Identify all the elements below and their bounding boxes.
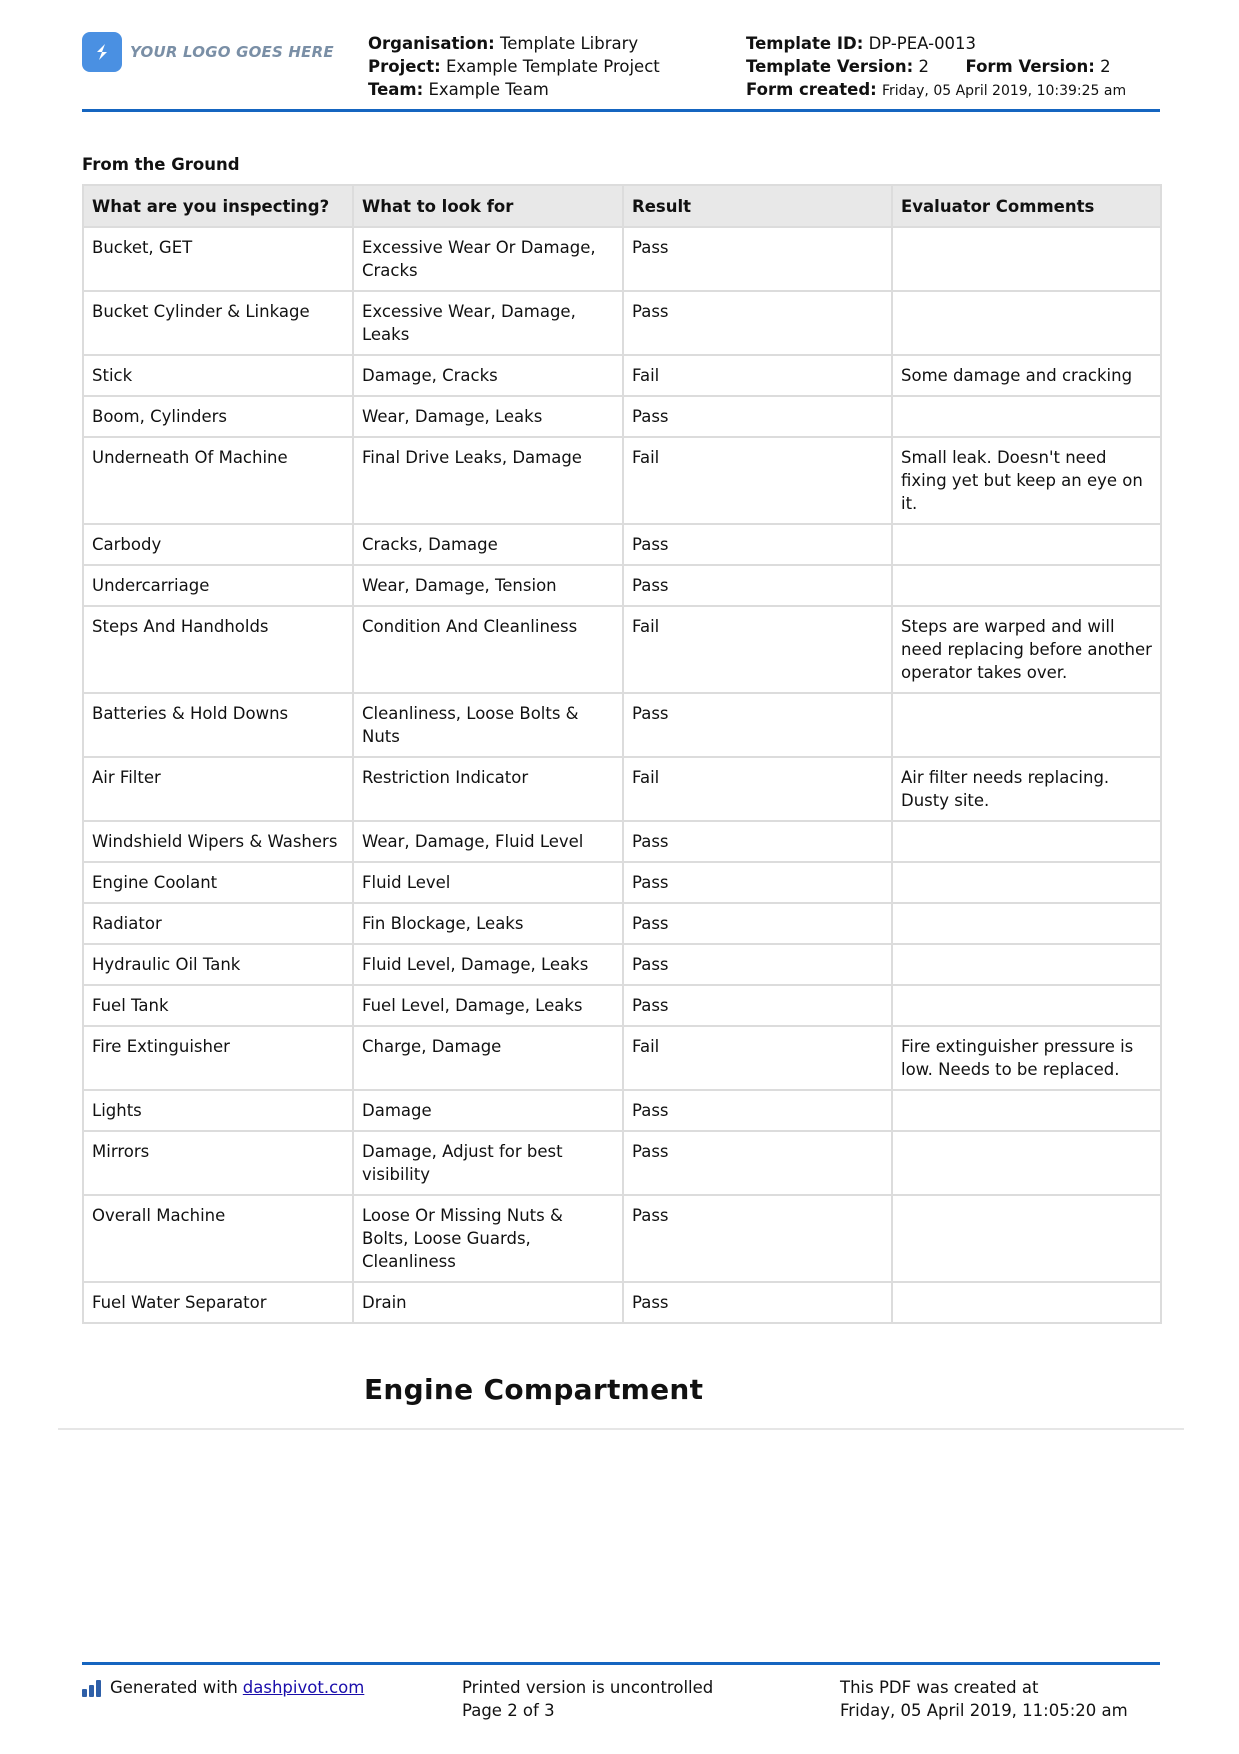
table-row (83, 821, 1161, 862)
cell-look-for: Damage (353, 1090, 623, 1131)
column-header-inspecting: What are you inspecting? (83, 185, 353, 227)
logo-s-icon (82, 32, 122, 72)
cell-comments (892, 565, 1161, 606)
cell-result: Pass (623, 985, 892, 1026)
cell-look-for: Wear, Damage, Tension (353, 565, 623, 606)
column-header-look-for: What to look for (353, 185, 623, 227)
cell-result: Pass (623, 524, 892, 565)
cell-comments (892, 396, 1161, 437)
table-row (83, 565, 1161, 606)
header-org-column (368, 32, 660, 101)
organisation-line (368, 32, 660, 55)
template-version-label: Template Version: (746, 57, 914, 76)
column-header-comments: Evaluator Comments (892, 185, 1161, 227)
cell-look-for: Fluid Level, Damage, Leaks (353, 944, 623, 985)
section-divider (58, 1428, 1184, 1430)
cell-result: Pass (623, 1090, 892, 1131)
project-value: Example Template Project (445, 57, 660, 76)
cell-result: Pass (623, 944, 892, 985)
cell-inspecting: Fuel Tank (83, 985, 353, 1026)
page-number: Page 2 of 3 (462, 1701, 555, 1720)
footer-divider (82, 1662, 1160, 1665)
table-row (83, 1282, 1161, 1323)
cell-inspecting: Fire Extinguisher (83, 1026, 353, 1090)
team-line (368, 78, 660, 101)
table-row (83, 757, 1161, 821)
header-template-column (746, 32, 1126, 103)
column-header-result: Result (623, 185, 892, 227)
organisation-value: Template Library (499, 34, 639, 53)
cell-look-for: Restriction Indicator (353, 757, 623, 821)
table-row (83, 291, 1161, 355)
cell-inspecting: Stick (83, 355, 353, 396)
cell-result: Pass (623, 903, 892, 944)
cell-inspecting: Undercarriage (83, 565, 353, 606)
logo (82, 32, 334, 72)
cell-comments (892, 821, 1161, 862)
organisation-label: Organisation: (368, 34, 495, 53)
project-label: Project: (368, 57, 441, 76)
cell-look-for: Excessive Wear, Damage, Leaks (353, 291, 623, 355)
cell-inspecting: Windshield Wipers & Washers (83, 821, 353, 862)
generated-prefix: Generated with (110, 1678, 238, 1697)
cell-comments (892, 1282, 1161, 1323)
cell-comments (892, 291, 1161, 355)
form-created-label: Form created: (746, 80, 877, 99)
cell-look-for: Final Drive Leaks, Damage (353, 437, 623, 524)
table-row (83, 944, 1161, 985)
form-created-value: Friday, 05 April 2019, 10:39:25 am (882, 83, 1127, 99)
table-header-row (83, 185, 1161, 227)
cell-result: Pass (623, 291, 892, 355)
cell-result: Pass (623, 1282, 892, 1323)
cell-inspecting: Steps And Handholds (83, 606, 353, 693)
created-value: Friday, 05 April 2019, 11:05:20 am (840, 1701, 1128, 1720)
footer-page-info (462, 1676, 713, 1722)
cell-result: Fail (623, 355, 892, 396)
cell-comments: Air filter needs replacing. Dusty site. (892, 757, 1161, 821)
cell-result: Pass (623, 821, 892, 862)
cell-comments: Some damage and cracking (892, 355, 1161, 396)
team-value: Example Team (428, 80, 549, 99)
cell-result: Pass (623, 862, 892, 903)
cell-look-for: Fluid Level (353, 862, 623, 903)
section-title: From the Ground (82, 155, 240, 174)
cell-result: Pass (623, 693, 892, 757)
version-line (746, 55, 1126, 78)
uncontrolled-note: Printed version is uncontrolled (462, 1678, 714, 1697)
created-prefix: This PDF was created at (840, 1678, 1039, 1697)
table-row (83, 1026, 1161, 1090)
template-id-value: DP-PEA-0013 (868, 34, 977, 53)
logo-text: YOUR LOGO GOES HERE (130, 43, 334, 61)
bar-chart-icon (82, 1679, 101, 1697)
cell-result: Fail (623, 1026, 892, 1090)
cell-result: Fail (623, 437, 892, 524)
cell-inspecting: Bucket, GET (83, 227, 353, 291)
cell-comments (892, 227, 1161, 291)
cell-comments (892, 944, 1161, 985)
table-row (83, 903, 1161, 944)
cell-result: Pass (623, 1131, 892, 1195)
cell-look-for: Damage, Adjust for best visibility (353, 1131, 623, 1195)
cell-comments (892, 1090, 1161, 1131)
cell-result: Pass (623, 396, 892, 437)
template-id-label: Template ID: (746, 34, 864, 53)
template-id-line (746, 32, 1126, 55)
cell-inspecting: Carbody (83, 524, 353, 565)
header-divider (82, 109, 1160, 112)
cell-look-for: Fin Blockage, Leaks (353, 903, 623, 944)
cell-inspecting: Fuel Water Separator (83, 1282, 353, 1323)
dashpivot-link[interactable]: dashpivot.com (242, 1678, 365, 1697)
inspection-table (82, 184, 1162, 1324)
cell-inspecting: Overall Machine (83, 1195, 353, 1282)
cell-result: Fail (623, 606, 892, 693)
cell-comments: Small leak. Doesn't need fixing yet but keep an eye on it. (892, 437, 1161, 524)
cell-inspecting: Mirrors (83, 1131, 353, 1195)
next-section-title: Engine Compartment (364, 1373, 704, 1406)
team-label: Team: (368, 80, 424, 99)
table-row (83, 693, 1161, 757)
cell-inspecting: Lights (83, 1090, 353, 1131)
table-row (83, 985, 1161, 1026)
cell-look-for: Cleanliness, Loose Bolts & Nuts (353, 693, 623, 757)
cell-inspecting: Underneath Of Machine (83, 437, 353, 524)
table-row (83, 862, 1161, 903)
cell-result: Pass (623, 227, 892, 291)
cell-inspecting: Bucket Cylinder & Linkage (83, 291, 353, 355)
cell-comments (892, 524, 1161, 565)
cell-result: Pass (623, 1195, 892, 1282)
table-row (83, 437, 1161, 524)
table-row (83, 606, 1161, 693)
cell-look-for: Wear, Damage, Fluid Level (353, 821, 623, 862)
table-row (83, 227, 1161, 291)
page-header (82, 30, 1160, 112)
footer-generated (82, 1676, 364, 1699)
cell-comments (892, 903, 1161, 944)
form-created-line (746, 78, 1126, 103)
cell-comments (892, 862, 1161, 903)
cell-look-for: Charge, Damage (353, 1026, 623, 1090)
cell-look-for: Fuel Level, Damage, Leaks (353, 985, 623, 1026)
table-row (83, 1090, 1161, 1131)
cell-inspecting: Air Filter (83, 757, 353, 821)
cell-comments (892, 1131, 1161, 1195)
cell-inspecting: Radiator (83, 903, 353, 944)
cell-comments: Steps are warped and will need replacing before another operator takes over. (892, 606, 1161, 693)
cell-look-for: Condition And Cleanliness (353, 606, 623, 693)
cell-look-for: Excessive Wear Or Damage, Cracks (353, 227, 623, 291)
cell-look-for: Damage, Cracks (353, 355, 623, 396)
cell-result: Fail (623, 757, 892, 821)
cell-look-for: Cracks, Damage (353, 524, 623, 565)
table-row (83, 524, 1161, 565)
cell-comments (892, 985, 1161, 1026)
cell-look-for: Loose Or Missing Nuts & Bolts, Loose Guards, Cleanliness (353, 1195, 623, 1282)
table-row (83, 1131, 1161, 1195)
cell-inspecting: Boom, Cylinders (83, 396, 353, 437)
cell-inspecting: Engine Coolant (83, 862, 353, 903)
table-row (83, 1195, 1161, 1282)
table-row (83, 396, 1161, 437)
project-line (368, 55, 660, 78)
cell-comments (892, 693, 1161, 757)
cell-comments (892, 1195, 1161, 1282)
cell-comments: Fire extinguisher pressure is low. Needs to be replaced. (892, 1026, 1161, 1090)
form-version-value: 2 (1100, 57, 1111, 76)
table-row (83, 355, 1161, 396)
form-version-label: Form Version: (965, 57, 1095, 76)
cell-result: Pass (623, 565, 892, 606)
cell-inspecting: Hydraulic Oil Tank (83, 944, 353, 985)
cell-look-for: Drain (353, 1282, 623, 1323)
template-version-value: 2 (918, 57, 929, 76)
cell-inspecting: Batteries & Hold Downs (83, 693, 353, 757)
footer-created (840, 1676, 1128, 1722)
cell-look-for: Wear, Damage, Leaks (353, 396, 623, 437)
